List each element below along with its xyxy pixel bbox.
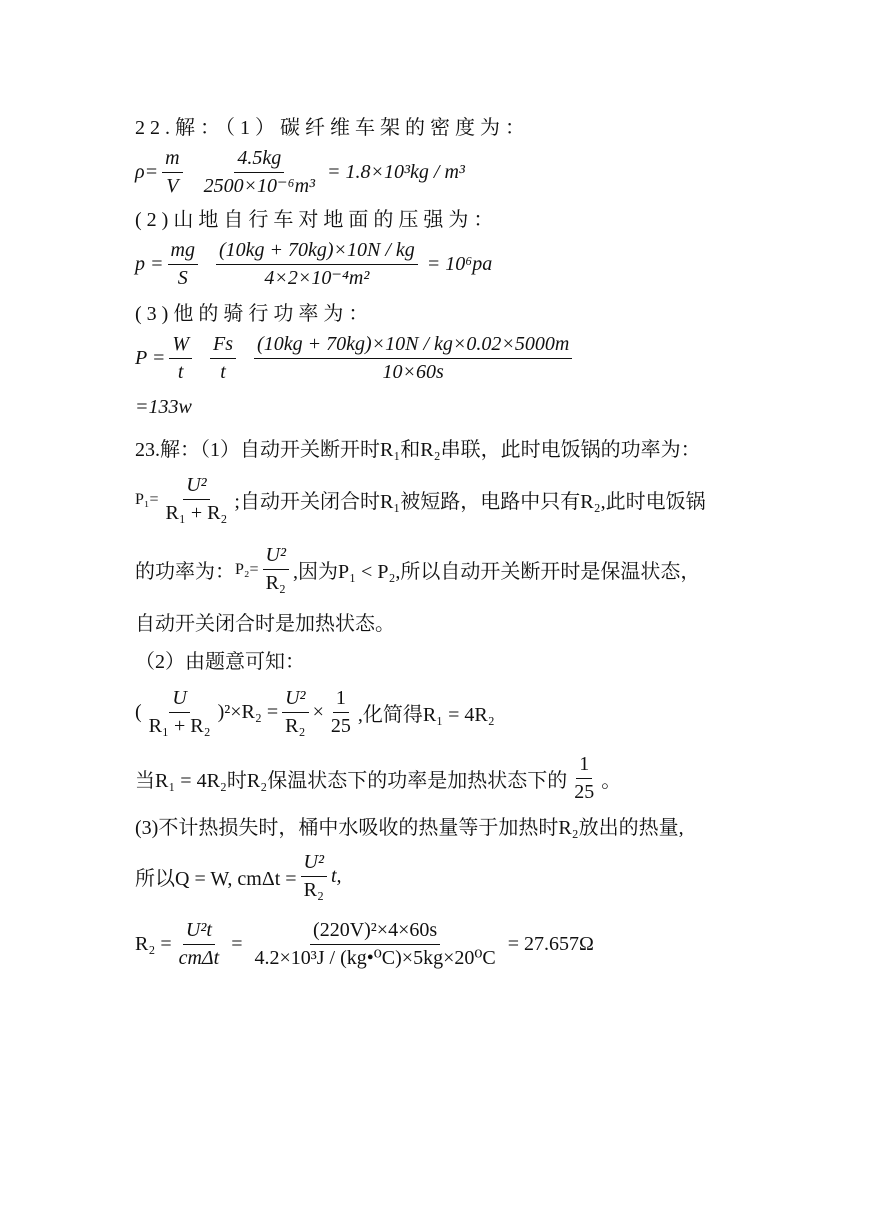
p2-explanation: ,因为P₁ < P₂,所以自动开关断开时是保温状态， — [292, 561, 701, 583]
denominator: cmΔt — [178, 947, 220, 969]
q23-energy-equation — [135, 852, 342, 901]
p2-symbol: P₂= — [235, 560, 259, 578]
q22-part3-heading: (3)他的骑行功率为： — [135, 303, 374, 325]
denominator: R₂ — [265, 572, 286, 594]
fraction — [169, 334, 192, 383]
q22-power-result: =133w — [135, 396, 192, 418]
so-text: 所以Q = W, cmΔt = — [135, 868, 297, 890]
times-sign: × — [312, 701, 324, 723]
q22-heading: 22.解：（1）碳纤维车架的密度为： — [135, 117, 530, 139]
r2-result: = 27.657Ω — [507, 933, 594, 955]
pressure-lhs: p = — [135, 253, 164, 275]
numerator: U² — [301, 852, 327, 877]
denominator: t — [177, 361, 184, 383]
simplify-text: ,化简得R₁ = 4R₂ — [357, 704, 495, 726]
numerator: U² — [183, 475, 209, 500]
numerator: Fs — [210, 334, 236, 359]
numerator: 1 — [576, 754, 592, 779]
denominator: 25 — [574, 781, 595, 803]
denominator: S — [177, 267, 188, 289]
p1-symbol: P₁= — [135, 490, 159, 508]
numerator: U²t — [183, 920, 215, 945]
density-result: = 1.8×10³kg / m³ — [327, 161, 465, 183]
fraction — [571, 754, 597, 803]
open-paren: ( — [135, 701, 142, 723]
denominator: R₂ — [303, 879, 324, 901]
q23-simplify-equation — [135, 688, 495, 737]
numerator: W — [169, 334, 192, 359]
q23-closed-state: 自动开关闭合时是加热状态。 — [135, 613, 395, 635]
fraction — [216, 240, 418, 289]
numerator: m — [162, 148, 182, 173]
denominator: t — [220, 361, 226, 383]
fraction — [162, 148, 182, 197]
fraction — [282, 688, 308, 737]
fraction — [328, 688, 354, 737]
q23-ratio-statement — [135, 754, 621, 803]
p2-prefix: 的功率为： — [135, 561, 235, 583]
squared-times-r2: )²×R₂ = — [217, 701, 279, 723]
q22-power-equation — [135, 334, 576, 383]
q22-part2-heading: (2)山地自行车对地面的压强为： — [135, 209, 499, 231]
fraction — [176, 920, 223, 969]
fraction — [168, 240, 198, 289]
r2-lhs: R₂ = — [135, 933, 172, 955]
q23-p1-equation — [135, 475, 706, 524]
denominator: 25 — [330, 715, 351, 737]
q22-density-equation — [135, 148, 470, 197]
p1-explanation: ;自动开关闭合时R₁被短路，电路中只有R₂,此时电饭锅 — [234, 491, 706, 513]
numerator: (220V)²×4×60s — [310, 920, 440, 945]
fraction — [263, 545, 289, 594]
ratio-end: 。 — [601, 770, 622, 792]
q23-heading: 23.解：（1）自动开关断开时R₁和R₂串联，此时电饭锅的功率为： — [135, 439, 701, 461]
denominator: R₂ — [285, 715, 306, 737]
denominator: R₁ + R₂ — [148, 715, 211, 737]
numerator: U² — [282, 688, 308, 713]
so-t: t, — [331, 865, 342, 887]
numerator: mg — [168, 240, 198, 265]
ratio-text: 当R₁ = 4R₂时R₂保温状态下的功率是加热状态下的 — [135, 770, 568, 792]
fraction — [252, 920, 499, 969]
power-lhs: P = — [135, 347, 166, 369]
denominator: 4×2×10⁻⁴m² — [264, 267, 370, 289]
denominator: R₁ + R₂ — [165, 502, 228, 524]
equals-sign: = — [231, 933, 243, 955]
fraction — [163, 475, 231, 524]
numerator: 1 — [333, 688, 349, 713]
numerator: (10kg + 70kg)×10N / kg — [216, 240, 418, 265]
pressure-result: = 10⁶pa — [426, 253, 493, 275]
q23-p2-equation — [135, 545, 700, 594]
numerator: U² — [263, 545, 289, 570]
numerator: U — [169, 688, 189, 713]
denominator: 2500×10⁻⁶m³ — [203, 175, 316, 197]
q23-part2-heading: （2）由题意可知： — [135, 651, 305, 673]
fraction — [254, 334, 572, 383]
q23-r2-equation — [135, 920, 599, 969]
fraction — [210, 334, 236, 383]
denominator: V — [166, 175, 179, 197]
numerator: 4.5kg — [234, 148, 284, 173]
denominator: 4.2×10³J / (kg•⁰C)×5kg×20⁰C — [254, 947, 496, 969]
denominator: 10×60s — [382, 361, 444, 383]
density-lhs: ρ= — [135, 161, 159, 183]
numerator: (10kg + 70kg)×10N / kg×0.02×5000m — [254, 334, 572, 359]
fraction — [301, 852, 327, 901]
fraction — [201, 148, 318, 197]
q22-pressure-equation — [135, 240, 497, 289]
fraction — [146, 688, 214, 737]
q23-part3-text: (3)不计热损失时，桶中水吸收的热量等于加热时R₂放出的热量, — [135, 817, 684, 839]
